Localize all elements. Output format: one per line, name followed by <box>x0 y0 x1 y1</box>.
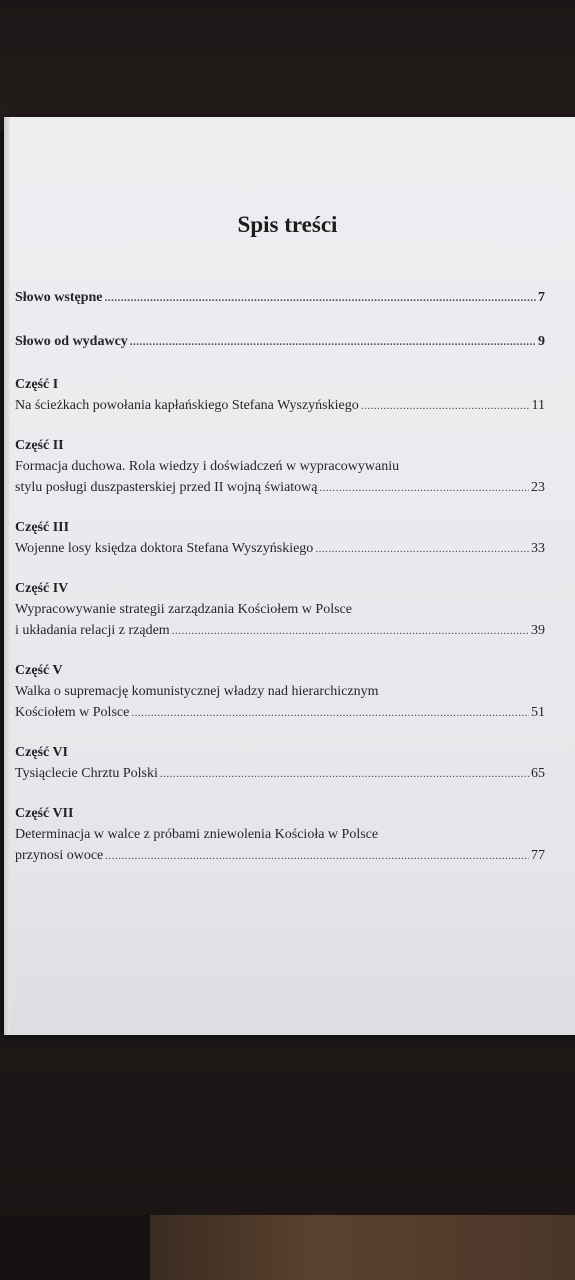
part-heading: Część VI <box>15 745 69 760</box>
leader-dots <box>172 621 529 642</box>
part-title-line: stylu posługi duszpasterskiej przed II wojną światową <box>15 480 318 495</box>
toc-part-5 <box>15 661 545 724</box>
part-heading: Część VII <box>15 806 74 821</box>
toc-part-3 <box>15 518 545 560</box>
part-title-line: przynosi owoce <box>15 848 104 863</box>
part-heading: Część I <box>15 377 59 392</box>
part-heading: Część V <box>15 663 63 678</box>
toc-page-number: 39 <box>531 623 545 638</box>
leader-dots <box>320 478 530 499</box>
page-title: Spis treści <box>237 212 338 237</box>
book-page <box>4 117 575 1035</box>
part-title-line: Determinacja w walce z próbami zniewolenia Kościoła w Polsce <box>15 827 379 842</box>
toc-part-1 <box>15 375 545 417</box>
toc-entry-label: Słowo wstępne <box>15 290 103 305</box>
part-title-line: Walka o supremację komunistycznej władzy nad hierarchicznym <box>15 684 379 699</box>
toc-page-number: 11 <box>531 398 545 413</box>
part-heading: Część II <box>15 438 64 453</box>
toc-page-number: 77 <box>531 848 545 863</box>
toc-part-2 <box>15 436 545 499</box>
toc-page-number: 33 <box>531 541 545 556</box>
toc-entry-label: Słowo od wydawcy <box>15 334 128 349</box>
part-title-line: Wypracowywanie strategii zarządzania Kościołem w Polsce <box>15 602 352 617</box>
toc-page-number: 65 <box>531 766 545 781</box>
leader-dots <box>160 764 529 785</box>
floor-shadow <box>0 1215 150 1280</box>
toc-page-number: 51 <box>531 705 545 720</box>
part-title: Tysiąclecie Chrztu Polski <box>15 766 158 781</box>
part-heading: Część IV <box>15 581 69 596</box>
toc-part-7 <box>15 804 545 867</box>
leader-dots <box>361 396 530 417</box>
dark-background-top <box>0 0 575 130</box>
toc-page-number: 7 <box>538 290 545 305</box>
part-title-line: Formacja duchowa. Rola wiedzy i doświadczeń w wypracowywaniu <box>15 459 400 474</box>
part-title-line: Kościołem w Polsce <box>15 705 130 720</box>
leader-dots <box>105 288 536 309</box>
part-heading: Część III <box>15 520 70 535</box>
toc-entry-publisher-note <box>15 331 545 353</box>
part-title-line: i układania relacji z rządem <box>15 623 170 638</box>
page-edge <box>4 117 10 1035</box>
toc-page-number: 9 <box>538 334 545 349</box>
leader-dots <box>131 703 529 724</box>
toc-part-6 <box>15 743 545 785</box>
leader-dots <box>315 539 529 560</box>
part-title: Wojenne losy księdza doktora Stefana Wyszyńskiego <box>15 541 314 556</box>
wooden-floor <box>150 1215 575 1280</box>
part-title: Na ścieżkach powołania kapłańskiego Stefana Wyszyńskiego <box>15 398 359 413</box>
toc-entry-foreword <box>15 287 545 309</box>
leader-dots <box>130 332 536 353</box>
leader-dots <box>105 846 529 867</box>
toc-page-number: 23 <box>531 480 545 495</box>
toc-part-4 <box>15 579 545 642</box>
